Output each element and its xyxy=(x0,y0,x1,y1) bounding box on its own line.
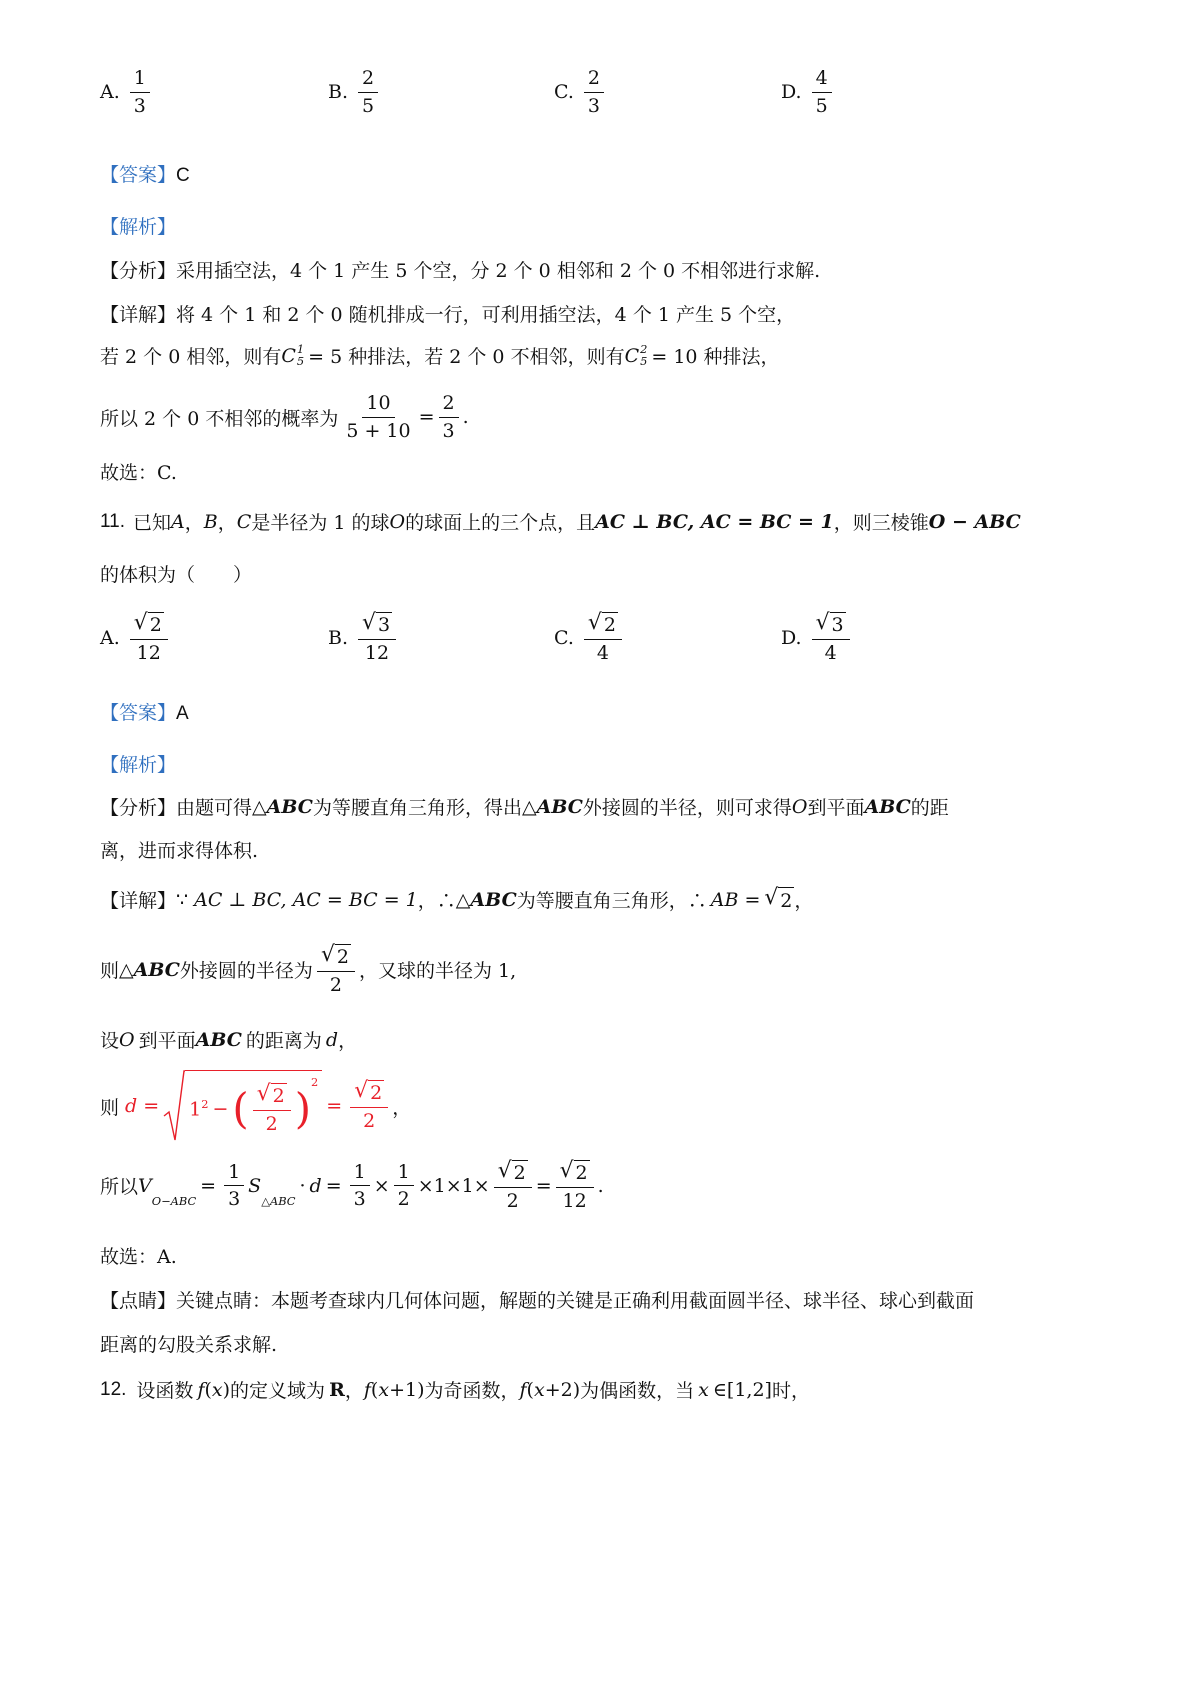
big-radical-icon xyxy=(163,1070,185,1142)
q10-analysis-label: 【解析】 xyxy=(100,216,177,238)
q10-answer: 【答案】C xyxy=(100,164,190,186)
q11-option-d: D. √ 3 4 xyxy=(781,612,854,664)
q11-distance-calc: 则 d = $1^2$ − ( √ 2 2 ) $^2$ = √ 2 2 ， xyxy=(100,1070,411,1142)
q11-select: 故选：A. xyxy=(100,1246,177,1268)
combination-c52: C 2 5 xyxy=(624,342,648,368)
q10-select: 故选：C. xyxy=(100,462,177,484)
q11-option-b: B. √ 3 12 xyxy=(328,612,400,664)
q11-options xyxy=(100,608,1000,668)
q12-stem: 12. 设函数 f ( x ) 的定义域为 R ， f ( x +1) 为奇函数， f ( x +2) 为偶函数，当 x ∈[1,2] 时， xyxy=(100,1378,810,1402)
q11-stem: 11. 已知 A ， B ， C 是半径为 1 的球 O 的球面上的三个点，且 AC ⊥ BC, AC = BC = 1 ，则三棱锥 O − ABC xyxy=(100,510,1021,534)
q10-probability-line: 所以 2 个 0 不相邻的概率为 $\frac{10}{5 + 10}$ = $\frac{2}{3}$ . xyxy=(100,392,469,442)
q10-xiangjie: 【详解】将 4 个 1 和 2 个 0 随机排成一行，可利用插空法，4 个 1 产生 5 个空， xyxy=(100,304,796,326)
q11-dianjing-cont: 距离的勾股关系求解. xyxy=(100,1334,278,1356)
q10-combinations-line: 若 2 个 0 相邻，则有 C 1 5 = 5 种排法，若 2 个 0 不相邻，则有 C 2 5 = 10 种排法， xyxy=(100,342,780,368)
q10-fenxi: 【分析】采用插空法，4 个 1 产生 5 个空，分 2 个 0 相邻和 2 个 0 不相邻进行求解. xyxy=(100,260,821,282)
q11-option-a: A. √ 2 12 xyxy=(100,612,172,664)
q11-answer: 【答案】A xyxy=(100,702,189,724)
q11-fenxi-cont: 离，进而求得体积. xyxy=(100,840,259,862)
distance-formula: d = $1^2$ − ( √ 2 2 ) $^2$ = √ 2 2 xyxy=(119,1070,392,1142)
q11-circumradius-line: 则 △ ABC 外接圆的半径为 √ 2 2 ，又球的半径为 1, xyxy=(100,942,517,996)
q10-option-d: D. $\frac{4}{5}$ xyxy=(781,68,836,117)
q11-option-c: C. √ 2 4 xyxy=(554,612,626,664)
combination-c51: C 1 5 xyxy=(281,342,305,368)
q11-volume-calc: 所以 V $_{O-ABC}$ = $\frac{1}{3}$ S $_{\triangle ABC}$ · d = $\frac{1}{3}$ × $\frac{1}{2}$ ×1×1× √ 2 2 = √ 2 12 . xyxy=(100,1158,604,1212)
q11-xiangjie: 【详解】 ∵ AC ⊥ BC, AC = BC = 1 ，∴ △ ABC 为等腰直角三角形，∴ AB = √ 2 ， xyxy=(100,885,814,912)
q11-dianjing: 【点睛】关键点睛：本题考查球内几何体问题，解题的关键是正确利用截面圆半径、球半径、球心到截面 xyxy=(100,1290,975,1312)
q11-distance-def: 设 O 到平面 ABC 的距离为 d ， xyxy=(100,1028,358,1052)
q10-option-a: A. $\frac{1}{3}$ xyxy=(100,68,154,117)
q10-option-c: C. $\frac{2}{3}$ xyxy=(554,68,608,117)
q10-option-b: B. $\frac{2}{5}$ xyxy=(328,68,382,117)
q11-stem-cont: 的体积为（ ） xyxy=(100,564,253,586)
q11-analysis-label: 【解析】 xyxy=(100,754,177,776)
q11-fenxi: 【分析】 由题可得 △ ABC 为等腰直角三角形，得出 △ ABC 外接圆的半径，则可求得 O 到平面 ABC 的距 xyxy=(100,795,949,819)
